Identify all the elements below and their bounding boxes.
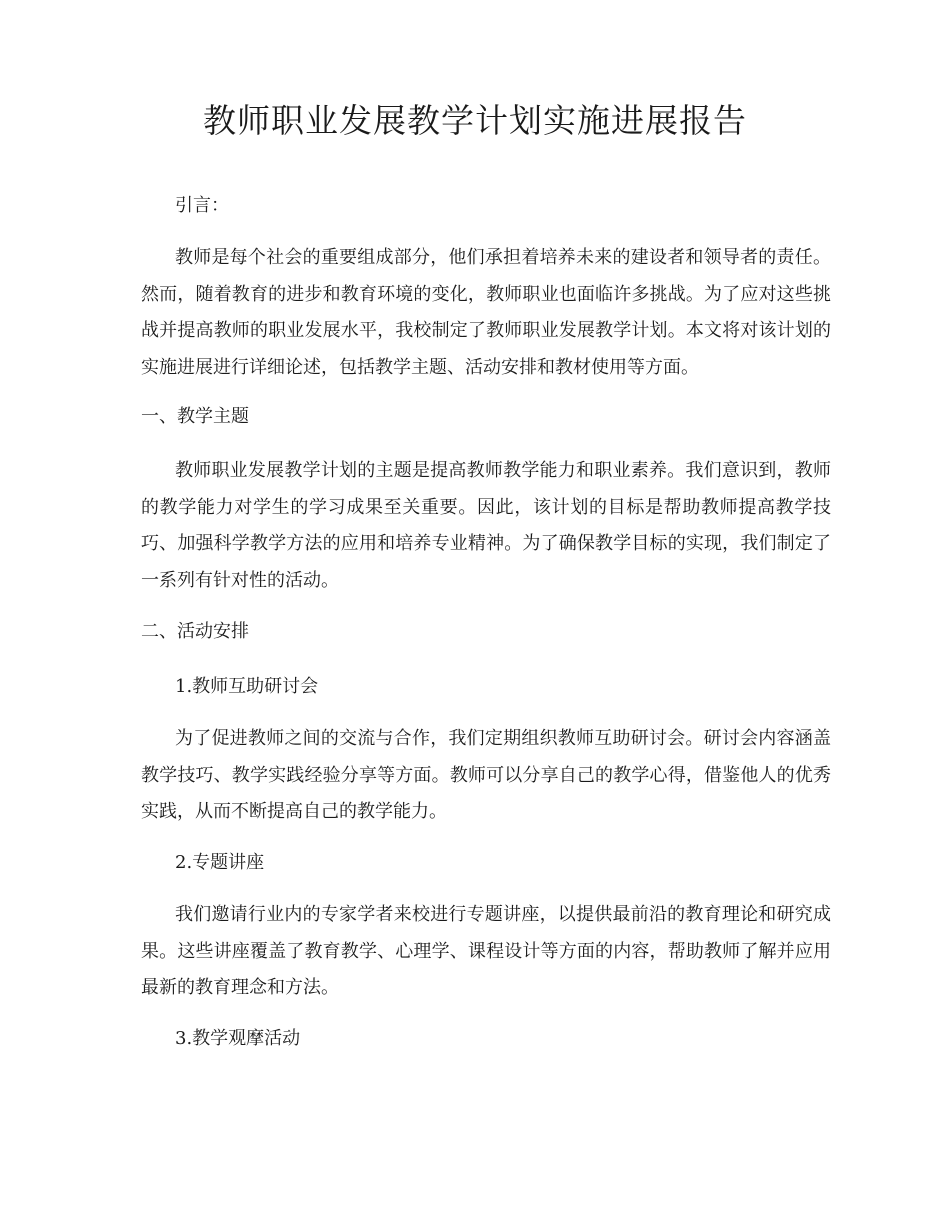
intro-label: 引言： — [175, 195, 229, 216]
seminar-paragraph: 为了促进教师之间的交流与合作，我们定期组织教师互助研讨会。研讨会内容涵盖教学技巧、教学实践经验分享等方面。教师可以分享自己的教学心得，借鉴他人的优秀实践，从而不断提高自己的教学能力。 — [141, 728, 831, 822]
activity-heading-seminar: 1.教师互助研讨会 — [175, 676, 319, 697]
section-heading-teaching-theme: 一、教学主题 — [141, 406, 249, 427]
activity-heading-lectures: 2.专题讲座 — [175, 852, 265, 873]
lectures-paragraph: 我们邀请行业内的专家学者来校进行专题讲座，以提供最前沿的教育理论和研究成果。这些讲座覆盖了教育教学、心理学、课程设计等方面的内容，帮助教师了解并应用最新的教育理念和方法。 — [141, 904, 831, 998]
intro-paragraph: 教师是每个社会的重要组成部分，他们承担着培养未来的建设者和领导者的责任。然而，随着教育的进步和教育环境的变化，教师职业也面临许多挑战。为了应对这些挑战并提高教师的职业发展水平，我校制定了教师职业发展教学计划。本文将对该计划的实施进展进行详细论述，包括教学主题、活动安排和教材使用等方面。 — [141, 247, 831, 378]
section-heading-activities: 二、活动安排 — [141, 621, 249, 642]
teaching-theme-paragraph: 教师职业发展教学计划的主题是提高教师教学能力和职业素养。我们意识到，教师的教学能力对学生的学习成果至关重要。因此，该计划的目标是帮助教师提高教学技巧、加强科学教学方法的应用和培养专业精神。为了确保教学目标的实现，我们制定了一系列有针对性的活动。 — [141, 460, 831, 591]
activity-heading-observation: 3.教学观摩活动 — [175, 1028, 301, 1049]
document-title: 教师职业发展教学计划实施进展报告 — [203, 101, 747, 140]
